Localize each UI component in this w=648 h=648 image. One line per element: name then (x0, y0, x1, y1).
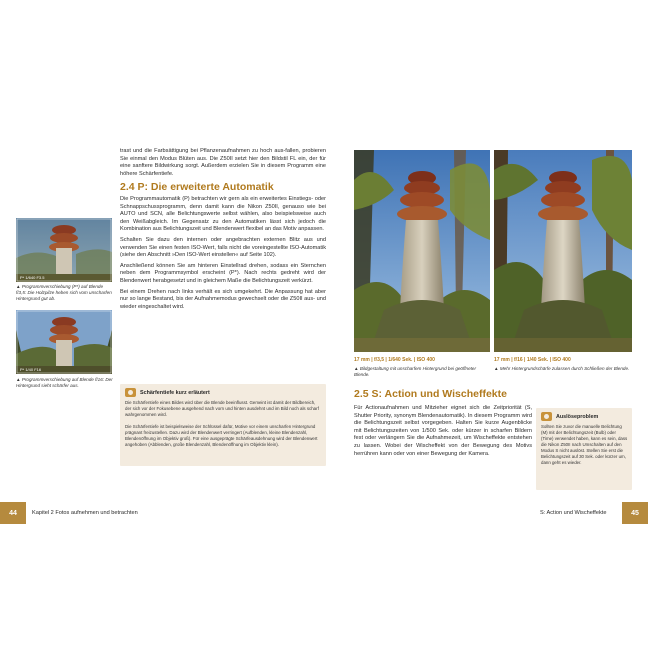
right-paragraph: Für Actionaufnahmen und Mitzieher eignet sich die Zeitpriorität (S, Shutter Priority, synonym Blendenautomatik). In diesem Programm wird die Belichtungszeit selbst vorgegeben. Halten Sie kurze Augenblicke mit Belichtungszeiten von 1/500 Sek. oder kürzer in scharfen Bildern fest oder verlängern Sie die Aufnahmezeit, um Wischeffekte entstehen zu lassen. Wobei der Wischeffekt von der Bewegung des Motivs herrühren kann oder von einer Bewegung der Kamera. (354, 405, 532, 457)
paragraph-4: Bei einem Drehen nach links verhält es sich umgekehrt. Die Anpassung hat aber nur so lange Bestand, bis der Aufnahmemodus gewechselt oder die Z50II aus- und wieder eingeschaltet wird. (120, 288, 326, 310)
thumbnail-photo-open-aperture (16, 218, 112, 282)
infobox-depth-of-field (120, 384, 326, 466)
svg-text:P* 1/640 F3.5: P* 1/640 F3.5 (20, 275, 45, 280)
paragraph-2: Schalten Sie dazu den internen oder angebrachten externen Blitz aus und verwenden Sie einen festen ISO-Wert, falls nicht die voreingestellte ISO-Automatik (siehe den Abschnitt »Den ISO-Wert einstellen« auf Seite 102). (120, 236, 326, 259)
page-number-right: 45 (622, 502, 648, 524)
photo2-meta: 17 mm | f/16 | 1/40 Sek. | ISO 400 (494, 357, 571, 363)
thumbnail-photo-closed-aperture (16, 310, 112, 374)
paragraph-3: Anschließend können Sie am hinteren Einstellrad drehen, sodass ein Sternchen neben dem Programmsymbol erscheint (P*). Nach rechts gedreht wird der Blendenwert herabgesetzt und in gleichem Maße die Belichtungszeit verkürzt. (120, 262, 326, 284)
photo1-caption: ▲ Bildgestaltung mit unscharfem Hintergrund bei geöffneter Blende. (354, 366, 477, 377)
caption-thumbnail-2: ▲ Programmverschiebung auf Blende f/16: Der Hintergrund sieht schärfer aus. (16, 377, 113, 388)
photo1-meta: 17 mm | f/3,5 | 1/640 Sek. | ISO 400 (354, 357, 435, 363)
caption-thumbnail-1: ▲ Programmverschiebung (P*) auf Blende f/3,5: Die Holzpilze heben sich vom unscharfen Hintergrund gut ab. (16, 284, 112, 301)
paragraph-1: Die Programmautomatik (P) betrachten wir gern als ein erweitertes Einstiegs- oder Schnappschussprogramm, denn damit kann die Nikon Z50II, genauso wie bei AUTO und SCN, alle Belichtungswerte selbst wählen, also beispielsweise auch den Weißabgleich. Im Gegensatz zu den Automatiken lässt sich jedoch die Kombination aus Belichtungszeit und Blendenwert flexibel an das Motiv anpassen. (120, 195, 326, 233)
camera-icon (125, 388, 136, 397)
page-number-left: 44 (0, 502, 26, 524)
footer-left-text (32, 510, 138, 516)
photo-closed-aperture (494, 150, 632, 352)
footer-chapter-title: Kapitel 2 Fotos aufnehmen und betrachten (32, 510, 138, 516)
left-text-column (120, 148, 326, 314)
infobox-title: Schärfentiefe kurz erläutert (140, 390, 210, 396)
svg-text:P* 1/40 F16: P* 1/40 F16 (20, 367, 42, 372)
footer-right-text: S: Action und Wischeffekte (540, 510, 607, 516)
infobox-text-1: Die Schärfentiefe eines Bildes wird über die Blende beeinflusst. Gemeint ist damit der Bildbereich, der sich vor der Fokusebene ausgehend nach vorn und hinten ausdehnt und im Bild noch als scharf wahrgenommen wird. (125, 400, 319, 417)
photo-open-aperture (354, 150, 490, 352)
intro-paragraph: trast und die Farbsättigung bei Pflanzenaufnahmen zu hoch aus-fallen, probieren Sie einmal den Modus Blüten aus. Die Z50II setzt hier den Bildstil FL ein, der für eine sanftere Bildwirkung sorgt. Außerdem erzielen Sie in diesem Programm eine höhere Schärfentiefe. (120, 148, 326, 177)
section-heading-2-5: 2.5 S: Action und Wischeffekte (354, 388, 507, 400)
infobox-title: Auslöseproblem (556, 414, 599, 420)
infobox-text: Sollten Sie zuvor die manuelle Belichtung (M) mit der Belichtungszeit (Bulb) oder (Time) verwendet haben, kann es sein, dass die Nikon Z50II nach Umschalten auf den Modus S nicht auslöst. Stellen Sie erst die Belichtungszeit auf 30 Sek. oder kürzer um, dann geht es wieder. (541, 424, 628, 465)
camera-icon (541, 412, 552, 421)
infobox-trigger-problem (536, 408, 632, 490)
photo2-caption: ▲ Mehr Hintergrundschärfe zulassen durch Schließen der Blende. (494, 366, 630, 371)
infobox-text-2: Die Schärfentiefe ist beispielsweise der Schlüssel dafür, Motive vor einem unscharfen Hintergrund prägnant freizustellen. Dazu wird der Blendenwert verringert (Aufblenden, kleine Blendenzahl, Blendenöffnung im Objektiv groß). Für eine ausgeprägte Schärfeausdehnung wird der Blendenwert angehoben (Abblenden, große Blendenzahl, Blendenöffnung im Objektiv klein). (125, 424, 318, 447)
section-heading-2-4: 2.4 P: Die erweiterte Automatik (120, 181, 274, 194)
